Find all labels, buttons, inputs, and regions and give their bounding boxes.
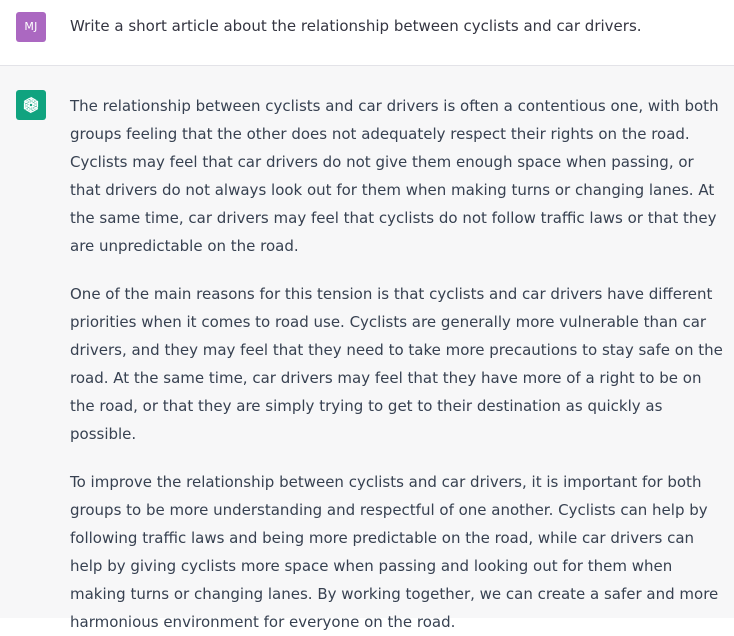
message-paragraph: The relationship between cyclists and car drivers is often a contentious one, with both groups feeling that the other does not adequately respect their rights on the road. Cyclists may feel that car drivers do not give them enough space when passing, or that drivers do not always look out for them when making turns or changing lanes. At the same time, car drivers may feel that cyclists do not follow traffic laws or that they are unpredictable on the road. xyxy=(70,97,719,255)
message-paragraph: To improve the relationship between cyclists and car drivers, it is important for both groups to be more understanding and respectful of one another. Cyclists can help by following traffic laws and being more predictable on the road, while car drivers can help by giving cyclists more space when passing and looking out for them when making turns or changing lanes. By working together, we can create a safer and more harmonious environment for everyone on the road. xyxy=(70,473,719,631)
user-message-row xyxy=(0,0,734,66)
assistant-avatar xyxy=(16,90,46,120)
message-paragraph: One of the main reasons for this tension is that cyclists and car drivers have different priorities when it comes to road use. Cyclists are generally more vulnerable than car drivers, and they may feel that they need to take more precautions to stay safe on the road. At the same time, car drivers may feel that they have more of a right to be on the road, or that they are simply trying to get to their destination as quickly as possible. xyxy=(70,285,723,443)
user-message-text: Write a short article about the relationship between cyclists and car drivers. xyxy=(70,17,642,35)
assistant-message-row xyxy=(0,66,734,631)
openai-logo-icon xyxy=(21,95,41,115)
assistant-message-text xyxy=(70,92,726,636)
user-avatar: MJ xyxy=(16,12,46,42)
